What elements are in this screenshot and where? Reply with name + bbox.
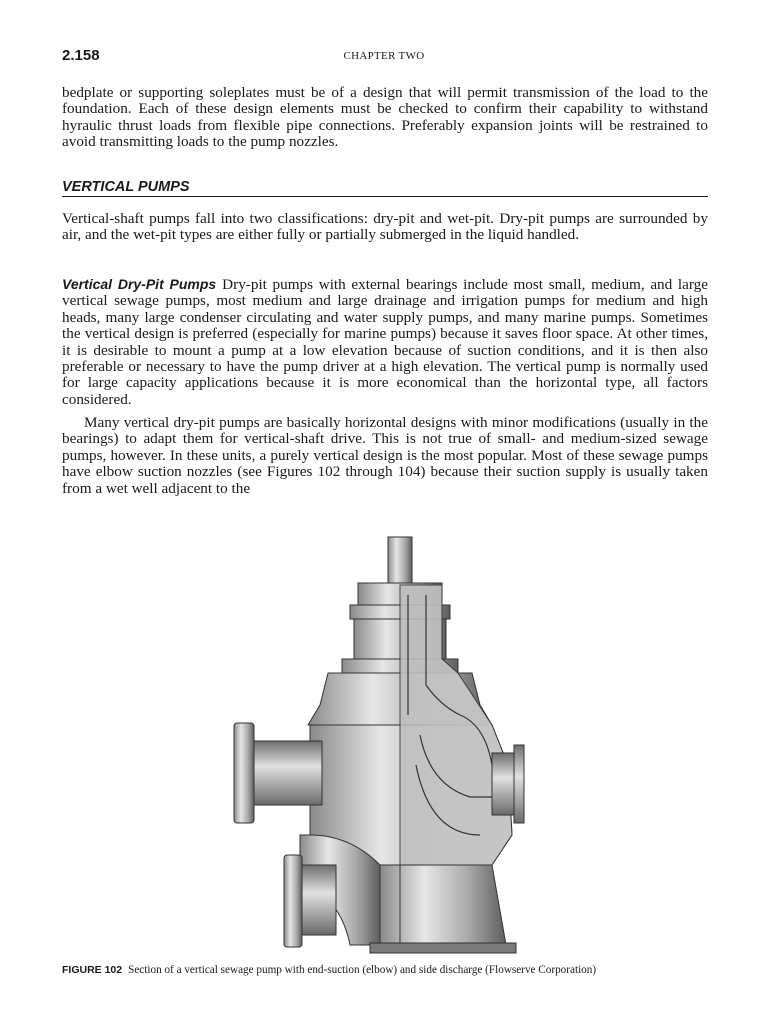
running-head: CHAPTER TWO xyxy=(343,50,425,62)
many-paragraph: Many vertical dry-pit pumps are basically horizontal designs with minor modifications (usually in the bearings) to adapt them for vertical-shaft drive. This is not true of small- and medium-sized sewage pumps, however. In these units, a purely vertical design is the most popular. Most of these sewage pumps have elbow suction nozzles (see Figures 102 through 104) because their suction supply is usually taken from a wet well adjacent to the xyxy=(62,414,708,497)
figure-label: FIGURE 102 xyxy=(62,964,123,976)
figure-caption-text: Section of a vertical sewage pump with end-suction (elbow) and side discharge (Flowserve Corporation) xyxy=(128,964,597,976)
suction-flange xyxy=(284,855,302,947)
base-pedestal xyxy=(380,865,506,945)
dry-pit-paragraph xyxy=(62,276,708,408)
baseplate xyxy=(370,943,516,953)
sectioned-half xyxy=(400,585,512,865)
classification-paragraph: Vertical-shaft pumps fall into two classifications: dry-pit and wet-pit. Dry-pit pumps are surrounded by air, and the wet-pit types are either fully or partially submerged in the liquid handled. xyxy=(62,210,708,244)
page-number: 2.158 xyxy=(62,47,100,64)
section-heading: VERTICAL PUMPS xyxy=(62,178,708,197)
shaft xyxy=(388,537,412,589)
dry-pit-body: Dry-pit pumps with external bearings include most small, medium, and large vertical sewage pumps, most medium and large drainage and irrigation pumps for medium and high heads, many large condenser circulating and water supply pumps, and many marine pumps. Sometimes the vertical design is preferred (especially for marine pumps) because it saves floor space. At other times, it is desirable to mount a pump at a low elevation because of suction conditions, and it is then also preferable or necessary to have the pump driver at a high elevation. The vertical pump is normally used for large capacity applications because it is more economical than the horizontal type, all factors considered. xyxy=(62,276,708,408)
discharge-nozzle xyxy=(492,753,514,815)
dry-pit-subheading: Vertical Dry-Pit Pumps xyxy=(62,276,217,292)
figure-caption xyxy=(62,963,708,977)
left-flange xyxy=(234,723,254,823)
intro-paragraph: bedplate or supporting soleplates must be of a design that will permit transmission of the load to the foundation. Each of these design elements must be checked to confirm their capability to withstand hyraulic thrust loads from flexible pipe connections. Preferably expansion joints will be restrained to avoid transmitting loads to the pump nozzles. xyxy=(62,84,708,151)
pump-section-illustration xyxy=(230,535,540,955)
left-discharge-pipe xyxy=(252,741,322,805)
